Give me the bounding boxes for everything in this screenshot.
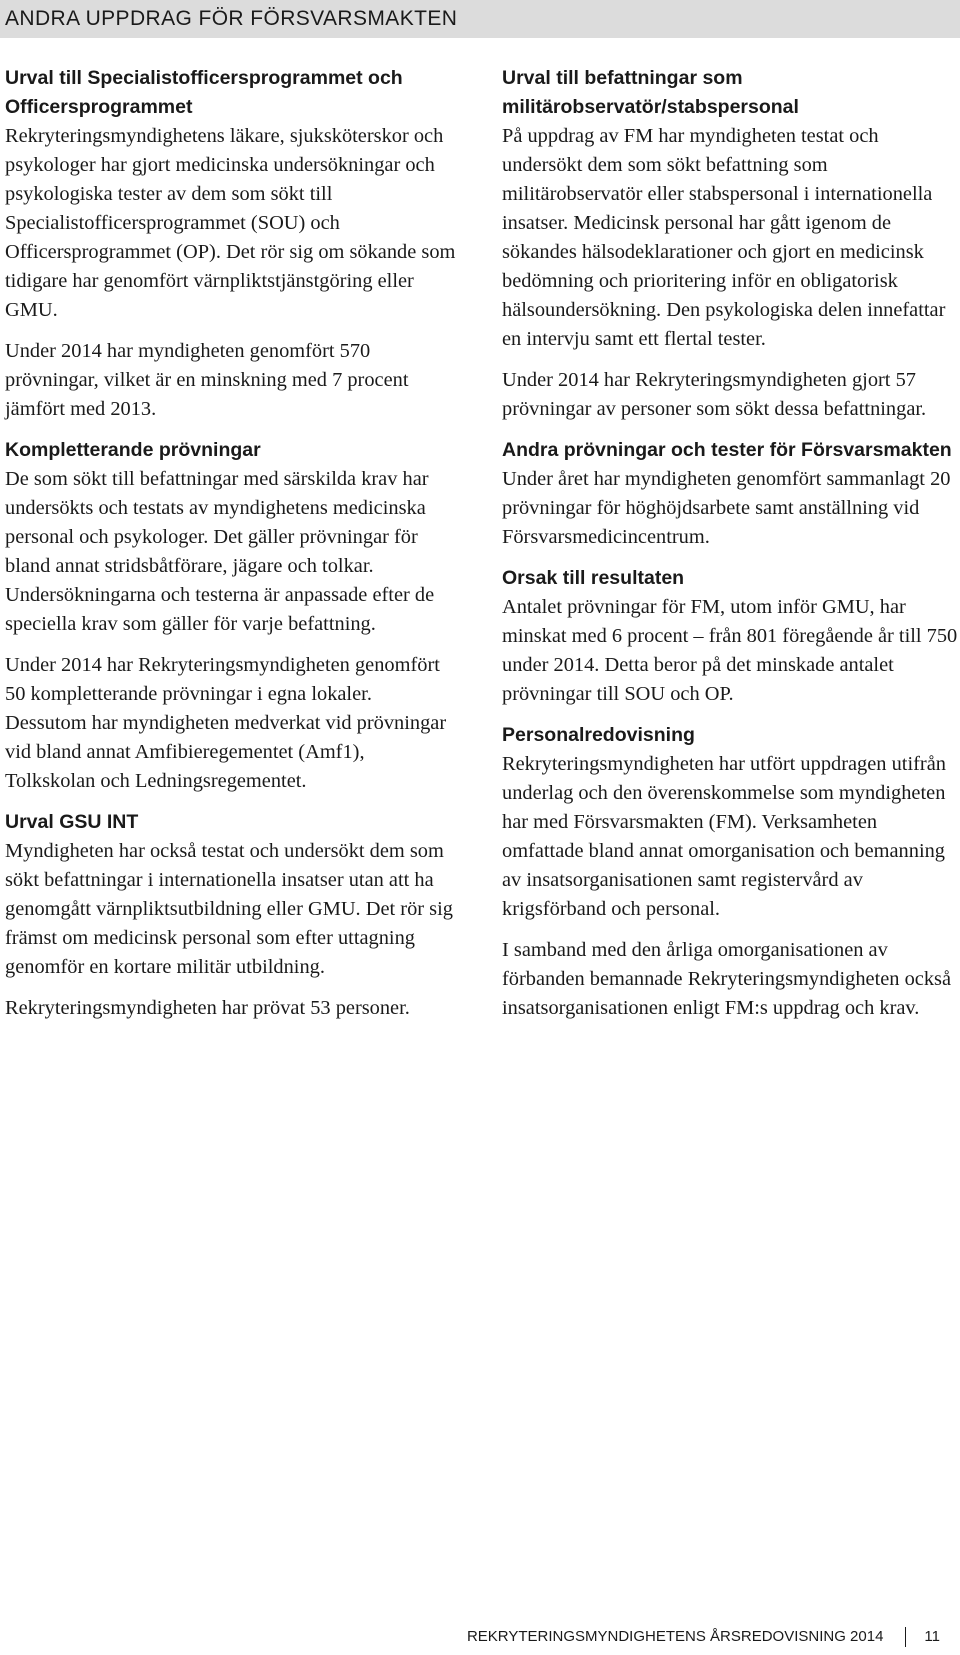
heading-personalredovisning: Personalredovisning bbox=[502, 724, 695, 746]
paragraph: Myndigheten har också testat och undersökt dem som sökt befattningar i internationella insatser utan att ha genomgått värnpliktsutbildning eller GMU. Det rör sig främst om medicinsk personal som efter uttagning genomför en kortare militär utbildning. bbox=[5, 840, 453, 978]
paragraph: Under året har myndigheten genomfört sammanlagt 20 prövningar för höghöjdsarbete samt anställning vid Försvarsmedicincentrum. bbox=[502, 468, 951, 548]
section-header-bar bbox=[0, 0, 960, 38]
page-footer bbox=[467, 1627, 940, 1647]
paragraph: Rekryteringsmyndighetens läkare, sjuksköterskor och psykologer har gjort medicinska undersökningar och psykologiska tester av dem som sökt till Specialistofficersprogrammet (SOU) och Officersprogrammet (OP). Det rör sig om sökande som tidigare har genomfört värnpliktstjänstgöring eller GMU. bbox=[5, 125, 456, 321]
heading-andra-provningar: Andra prövningar och tester för Försvarsmakten bbox=[502, 439, 952, 461]
right-column bbox=[502, 64, 958, 1023]
section-title: ANDRA UPPDRAG FÖR FÖRSVARSMAKTEN bbox=[5, 7, 458, 30]
paragraph: Under 2014 har Rekryteringsmyndigheten gjort 57 prövningar av personer som sökt dessa befattningar. bbox=[502, 369, 927, 420]
publication-title: REKRYTERINGSMYNDIGHETENS ÅRSREDOVISNING 2014 bbox=[466, 1627, 884, 1645]
paragraph: De som sökt till befattningar med särskilda krav har undersökts och testats av myndighetens medicinska personal och psykologer. Det gäller prövningar för bland annat stridsbåtförare, jägare och tolkar. Undersökningarna och testerna är anpassade efter de speciella krav som gäller för varje befattning. bbox=[5, 468, 435, 635]
paragraph: Under 2014 har Rekryteringsmyndigheten genomfört 50 kompletterande prövningar i egna lokaler. Dessutom har myndigheten medverkat vid prövningar vid bland annat Amfibieregementet (Amf1), Tolkskolan och Ledningsregementet. bbox=[5, 654, 447, 792]
heading-orsak-till-resultaten: Orsak till resultaten bbox=[502, 567, 685, 589]
page-number: 11 bbox=[924, 1627, 940, 1645]
paragraph: Rekryteringsmyndigheten har prövat 53 personer. bbox=[5, 997, 410, 1019]
paragraph: Under 2014 har myndigheten genomfört 570 prövningar, vilket är en minskning med 7 procent jämfört med 2013. bbox=[5, 340, 409, 420]
footer-divider bbox=[905, 1627, 906, 1647]
left-column bbox=[5, 64, 457, 1023]
heading-kompletterande-provningar: Kompletterande prövningar bbox=[5, 439, 261, 461]
heading-urval-gsu-int: Urval GSU INT bbox=[5, 811, 139, 833]
paragraph: På uppdrag av FM har myndigheten testat och undersökt dem som sökt befattning som militärobservatör eller stabspersonal i internationella insatser. Medicinsk personal har gått igenom de sökandes hälsodeklarationer och gjort en medicinsk bedömning och prioritering inför en obligatorisk hälsoundersökning. Den psykologiska delen innefattar en intervju samt ett flertal tester. bbox=[502, 125, 946, 350]
heading-militarobservator: Urval till befattningar som militärobservatör/stabspersonal bbox=[502, 67, 799, 118]
paragraph: I samband med den årliga omorganisationen av förbanden bemannade Rekryteringsmyndigheten också insatsorganisationen enligt FM:s uppdrag och krav. bbox=[502, 939, 952, 1019]
paragraph: Rekryteringsmyndigheten har utfört uppdragen utifrån underlag och den överenskommelse som myndigheten har med Försvarsmakten (FM). Verksamheten omfattade bland annat omorganisation och bemanning av insatsorganisationen samt registervård av krigsförband och personal. bbox=[502, 753, 946, 920]
paragraph: Antalet prövningar för FM, utom inför GMU, har minskat med 6 procent – från 801 föregående år till 750 under 2014. Detta beror på det minskade antalet prövningar till SOU och OP. bbox=[502, 596, 958, 705]
heading-urval-sou-op: Urval till Specialistofficersprogrammet och Officersprogrammet bbox=[5, 67, 403, 118]
